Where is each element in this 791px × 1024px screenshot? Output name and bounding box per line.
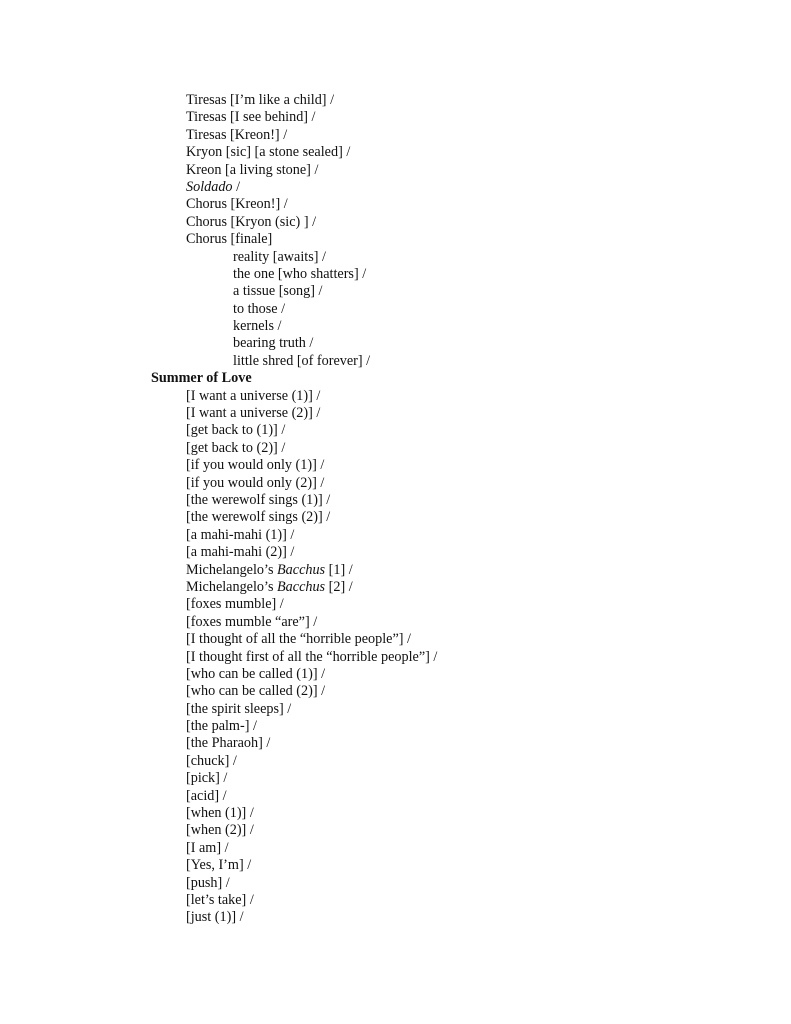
list-item — [0, 492, 791, 509]
list-item — [0, 214, 791, 231]
list-item — [0, 840, 791, 857]
list-item — [0, 440, 791, 457]
list-item — [0, 92, 791, 109]
summer-of-love-section — [0, 388, 791, 927]
list-item — [0, 701, 791, 718]
list-item — [0, 683, 791, 700]
entry-text: [a mahi-mahi (2)] / — [186, 544, 295, 561]
list-item — [0, 822, 791, 839]
entry-text: [I am] / — [186, 839, 229, 856]
list-item — [0, 109, 791, 126]
entry-text: [the werewolf sings (2)] / — [186, 509, 331, 526]
list-item — [0, 753, 791, 770]
entry-text: [the Pharaoh] / — [186, 735, 271, 752]
entry-text: Chorus [Kryon (sic) ] / — [186, 213, 317, 230]
entry-text: [who can be called (2)] / — [186, 683, 326, 700]
entry-text: [foxes mumble] / — [186, 596, 284, 613]
list-item — [0, 388, 791, 405]
list-item — [0, 179, 791, 196]
list-item — [0, 631, 791, 648]
list-item — [0, 596, 791, 613]
entry-text: Chorus [finale] — [186, 231, 273, 248]
list-item — [0, 770, 791, 787]
italic-title-text: Bacchus — [277, 578, 326, 595]
list-item — [0, 718, 791, 735]
entry-text: [chuck] / — [186, 752, 237, 769]
entry-text: Kryon [sic] [a stone sealed] / — [186, 144, 351, 161]
list-item — [0, 614, 791, 631]
list-item — [0, 527, 791, 544]
list-item — [0, 405, 791, 422]
list-item — [0, 892, 791, 909]
tiresas-section — [0, 92, 791, 249]
entry-text: [Yes, I’m] / — [186, 857, 252, 874]
list-item — [0, 475, 791, 492]
entry-text: [1] / — [325, 561, 353, 578]
list-item — [0, 196, 791, 213]
entry-text: [I want a universe (2)] / — [186, 405, 321, 422]
contents-list — [0, 92, 791, 927]
entry-text: [get back to (2)] / — [186, 439, 286, 456]
entry-text: [I thought of all the “horrible people”] / — [186, 631, 411, 648]
list-item — [0, 649, 791, 666]
list-item — [0, 909, 791, 926]
entry-text: [I thought first of all the “horrible people”] / — [186, 648, 438, 665]
section-heading-summer-of-love: Summer of Love — [151, 370, 252, 387]
list-item — [0, 579, 791, 596]
list-item — [0, 875, 791, 892]
entry-text: [who can be called (1)] / — [186, 665, 326, 682]
entry-text: [the spirit sleeps] / — [186, 700, 292, 717]
sub-list-item: kernels / — [233, 318, 282, 335]
italic-title-text: Bacchus — [277, 561, 326, 578]
entry-text: [the werewolf sings (1)] / — [186, 491, 331, 508]
entry-text: Michelangelo’s — [186, 578, 278, 595]
entry-text: Tiresas [Kreon!] / — [186, 126, 288, 143]
list-item — [0, 666, 791, 683]
entry-text: Chorus [Kreon!] / — [186, 196, 288, 213]
chorus-finale-subentries — [0, 249, 791, 371]
entry-text: [2] / — [325, 578, 353, 595]
entry-text: [if you would only (2)] / — [186, 474, 325, 491]
entry-text: Kreon [a living stone] / — [186, 161, 319, 178]
entry-text: Tiresas [I see behind] / — [186, 109, 316, 126]
list-item — [0, 509, 791, 526]
list-item — [0, 231, 791, 248]
entry-text: [pick] / — [186, 770, 228, 787]
entry-text: [just (1)] / — [186, 909, 244, 926]
entry-text: [let’s take] / — [186, 891, 254, 908]
list-item — [0, 422, 791, 439]
sub-list-item: bearing truth / — [233, 335, 314, 352]
sub-list-item: little shred [of forever] / — [233, 352, 371, 369]
entry-text: [push] / — [186, 874, 230, 891]
sub-list-item: to those / — [233, 300, 286, 317]
list-item — [0, 544, 791, 561]
list-item — [0, 144, 791, 161]
sub-list-item: the one [who shatters] / — [233, 265, 367, 282]
entry-text: [get back to (1)] / — [186, 422, 286, 439]
entry-text: / — [232, 178, 241, 195]
italic-title-text: Soldado — [186, 178, 233, 195]
list-item — [0, 857, 791, 874]
sub-list-item: a tissue [song] / — [233, 283, 323, 300]
entry-text: [when (2)] / — [186, 822, 254, 839]
entry-text: [if you would only (1)] / — [186, 457, 325, 474]
list-item — [0, 457, 791, 474]
entry-text: [the palm-] / — [186, 718, 257, 735]
entry-text: Tiresas [I’m like a child] / — [186, 92, 335, 108]
list-item — [0, 788, 791, 805]
list-item — [0, 735, 791, 752]
entry-text: [acid] / — [186, 787, 227, 804]
entry-text: [I want a universe (1)] / — [186, 387, 321, 404]
entry-text: [foxes mumble “are”] / — [186, 613, 318, 630]
sub-list-item: reality [awaits] / — [233, 248, 326, 265]
list-item — [0, 805, 791, 822]
entry-text: Michelangelo’s — [186, 561, 278, 578]
list-item — [0, 127, 791, 144]
list-item — [0, 562, 791, 579]
list-item — [0, 162, 791, 179]
entry-text: [when (1)] / — [186, 805, 254, 822]
entry-text: [a mahi-mahi (1)] / — [186, 526, 295, 543]
